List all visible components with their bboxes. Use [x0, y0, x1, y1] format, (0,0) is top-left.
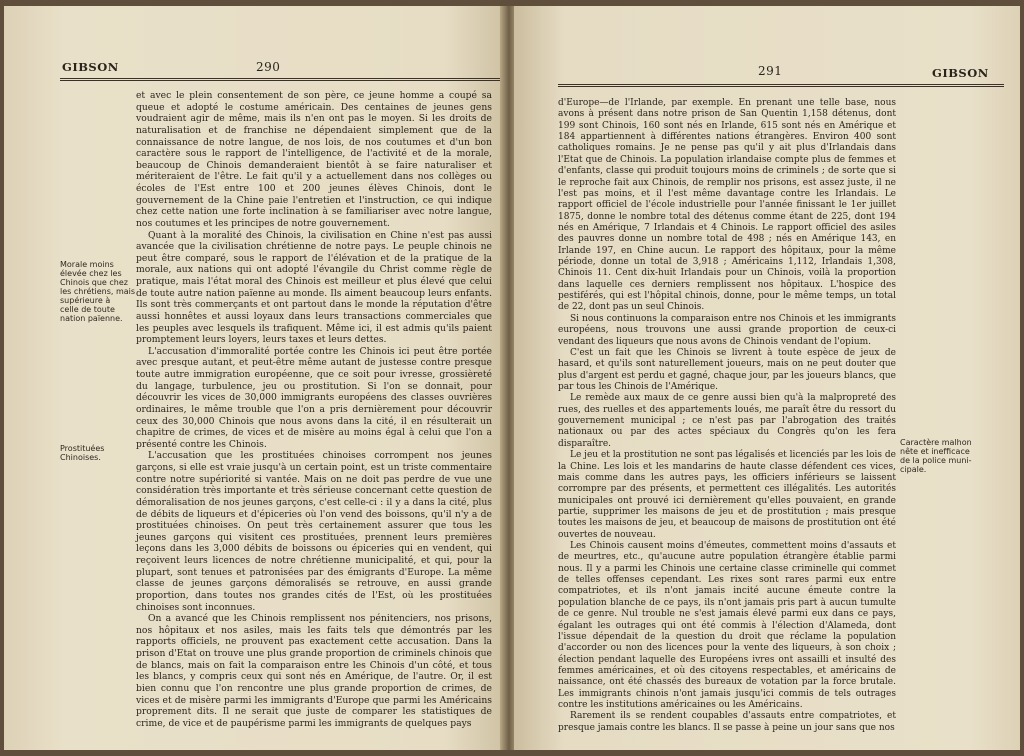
right-header-rule	[558, 84, 1004, 87]
right-page-number: 291	[758, 64, 783, 78]
paragraph: Les Chinois causent moins d'émeutes, commettent moins d'assauts et de meurtres, etc., qu'aucune autre population étrangère établie parmi nous. Il y a parmi les Chinois une certaine classe criminelle qui commet de telles offenses cependant. Les rixes sont rares parmi eux entre compatriotes, et ils n'ont jamais incité aucune émeute contre la population blanche de ce pays, ils n'ont jamais pris part à aucun tumulte de ce genre. Nul trouble ne s'est jamais élevé parmi eux dans ce pays, égalant les outrages qui ont été commis à l'élection d'Alameda, dont l'issue dépendait de la question du droit que réclame la population d'accorder ou non des licences pour la vente des liqueurs, à son choix ; élection pendant laquelle des Européens ivres ont assailli et insulté des femmes américaines, et où des citoyens respectables, et américains de naissance, ont été chassés des bureaux de votation par la force brutale. Les immigrants chinois n'ont jamais jusqu'ici commis de tels outrages contre les institutions américaines ou les Américains.	[558, 541, 896, 711]
paragraph: Le jeu et la prostitution ne sont pas légalisés et licenciés par les lois de la Chine. Les lois et les mandarins de haute classe défendent ces vices, mais comme dans les autres pays, les officiers inférieurs se laissent corrompre par des présents, et permettent ces illégalités. Les autorités municipales ont prouvé ici dernièrement qu'elles pouvaient, en grande partie, supprimer les maisons de jeu et de prostitution ; mais presque toutes les maisons de jeu, et beaucoup de maisons de prostitution ont été ouvertes de nouveau.	[558, 450, 897, 540]
left-page	[4, 6, 504, 750]
paragraph: C'est un fait que les Chinois se livrent à toute espèce de jeux de hasard, et qu'ils sont naturellement joueurs, mais on ne peut douter que plus d'argent est perdu et gagné, chaque jour, par les joueurs blancs, que par tous les Chinois de l'Amérique.	[558, 347, 896, 392]
paragraph: et avec le plein consentement de son père, ce jeune homme a coupé sa queue et adopté le costume américain. Des centaines de jeunes gens voudraient agir de même, mais ils n'en ont pas le moyen. Si les droits de naturalisation et de franchise ne dépendaient simplement que de la connaissance de notre langue, de nos lois, de nos coutumes et d'un bon caractère sous le rapport de l'intelligence, de l'activité et de la morale, beaucoup de Chinois demanderaient bientôt à se faire naturaliser et mériteraient de l'être. Le fait qu'il y a actuellement dans nos collèges ou écoles de l'Est entre 100 et 200 jeunes élèves Chinois, dont le gouvernement de la Chine paie l'entretien et l'instruction, ce qui indique chez cette nation une forte inclination à se familiariser avec notre langue, nos coutumes et les principes de notre gouvernement.	[136, 90, 492, 229]
left-margin-note-prostituees	[60, 444, 136, 462]
margin-note-line: Chinois que chez	[60, 278, 128, 287]
paragraph: On a avancé que les Chinois remplissent nos pénitenciers, nos prisons, nos hôpitaux et nos asiles, mais les faits tels que démontrés par les rapports officiels, ne prouvent pas exactement cette accusation. Dans la prison d'Etat on trouve une plus grande proportion de criminels chinois que de blancs, mais on fait la comparaison entre les Chinois d'un côté, et tous les blancs, y compris ceux qui sont nés en Amérique, de l'autre. Or, il est bien connu que l'on rencontre une plus grande proportion de crimes, de vices et de misère parmi les immigrants d'Europe que parmi les Américains proprement dits. Il ne serait que juste de comparer les statistiques de crime, de vice et de paupérisme parmi les immigrants de quelques pays	[136, 613, 492, 729]
margin-note-line: Caractère malhon	[900, 438, 972, 447]
left-running-head: GIBSON	[62, 60, 119, 74]
paragraph: Si nous continuons la comparaison entre nos Chinois et les immigrants européens, nous trouvons une aussi grande proportion de ceux-ci vendant des liqueurs que nous avons de Chinois vendant de l'opium.	[558, 313, 896, 347]
right-body-text	[558, 98, 896, 734]
margin-note-line: Prostituées	[60, 444, 105, 453]
right-margin-note-police	[900, 438, 996, 474]
paragraph: Le remède aux maux de ce genre aussi bien qu'à la malpropreté des rues, des ruelles et des appartements loués, me paraît être du ressort du gouvernement municipal ; ce n'est pas par l'abrogation des traités nationaux ou par des actes spéciaux du Congrès qu'on les fera disparaître.	[558, 393, 896, 449]
margin-note-line: cipale.	[900, 465, 927, 474]
paragraph: L'accusation d'immoralité portée contre les Chinois ici peut être portée avec presque autant, et peut-être même autant de justesse contre presque toute autre immigration européenne, que ce soit pour ivresse, grossièreté du langage, turbulence, jeu ou prostitution. Si l'on se donnait, pour découvrir les vices de 30,000 immigrants européens des classes ouvrières ordinaires, le même trouble que l'on a pris dernièrement pour découvrir ceux des 30,000 Chinois que nous avons dans la cité, il en résulterait un chapitre de crimes, de vices et de misère au moins égal à celui que l'on a présenté contre les Chinois.	[136, 345, 492, 450]
margin-note-line: celle de toute	[60, 305, 115, 314]
left-page-number: 290	[256, 60, 281, 74]
margin-note-line: Chinoises.	[60, 453, 101, 462]
margin-note-line: les chrétiens, mais	[60, 287, 136, 296]
margin-note-line: supérieure à	[60, 296, 111, 305]
right-page	[514, 6, 1020, 750]
paragraph: d'Europe—de l'Irlande, par exemple. En prenant une telle base, nous avons à présent dans notre prison de San Quentin 1,158 détenus, dont 199 sont Chinois, 160 sont nés en Irlande, 615 sont nés en Amérique et 184 appartiennent à différentes nations étrangères. Environ 400 sont catholiques romains. Je ne pense pas qu'il y ait plus d'Irlandais dans l'Etat que de Chinois. La population irlandaise compte plus de femmes et d'enfants, classe qui produit toujours moins de criminels ; de sorte que si le reproche fait aux Chinois, de remplir nos prisons, est assez juste, il ne l'est pas moins, et il l'est même davantage contre les Irlandais. Le rapport officiel de l'école industrielle pour l'année finissant le 1er juillet 1875, donne le nombre total des détenus comme étant de 225, dont 194 nés en Amérique, 7 Irlandais et 4 Chinois. Le rapport officiel des asiles des pauvres donne un nombre total de 498 ; nés en Amérique 143, en Irlande 197, en Chine aucun. Le rapport des hôpitaux, pour la même période, donne un total de 3,918 ; Américains 1,112, Irlandais 1,308, Chinois 11. Cent dix-huit Irlandais pour un Chinois, voilà la proportion dans laquelle ces derniers remplissent nos hôpitaux. L'hospice des pestiférés, qui est l'hôpital chinois, donne, pour le même temps, un total de 22, dont pas un seul Chinois.	[558, 98, 896, 313]
paragraph: Rarement ils se rendent coupables d'assauts entre compatriotes, et presque jamais contre les blancs. Il se passe à peine un jour sans que nos	[558, 711, 896, 733]
margin-note-line: nation païenne.	[60, 314, 123, 323]
margin-note-line: élevée chez les	[60, 269, 122, 278]
left-margin-note-morale	[60, 260, 136, 323]
right-running-head: GIBSON	[932, 66, 989, 80]
paragraph: Quant à la moralité des Chinois, la civilisation en Chine n'est pas aussi avancée que la civilisation chrétienne de notre pays. Le peuple chinois ne peut être comparé, sous le rapport de l'élévation et de la pratique de la morale, aux nations qui ont adopté l'évangile du Christ comme règle de pratique, mais l'état moral des Chinois est meilleur et plus élevé que celui de toute autre nation païenne au monde. Ils aiment beaucoup leurs enfants. Ils sont très commerçants et ont partout dans le monde la réputation d'être aussi honnêtes et aussi loyaux dans leurs transactions commerciales que les peuples avec lesquels ils trafiquent. Même ici, il est admis qu'ils paient promptement leurs loyers, leurs taxes et leurs dettes.	[136, 229, 492, 346]
left-body-text	[136, 90, 492, 729]
margin-note-line: Morale moins	[60, 260, 114, 269]
margin-note-line: nête et inefficace	[900, 447, 970, 456]
left-header-rule	[60, 78, 500, 81]
margin-note-line: de la police muni-	[900, 456, 972, 465]
paragraph: L'accusation que les prostituées chinoises corrompent nos jeunes garçons, si elle est vraie jusqu'à un certain point, est un triste commentaire contre notre supériorité si vantée. Mais on ne doit pas perdre de vue une considération très importante et très sérieuse concernant cette question de démoralisation de nos jeunes garçons, c'est celle-ci : il y a dans la cité, plus de débits de liqueurs et d'épiceries où l'on vend des boissons, qu'il n'y a de prostituées chinoises. On peut très certainement assurer que tous les jeunes garçons qui visitent ces prostituées, prennent leurs premières leçons dans les 3,000 débits de boissons ou épiceries qui en vendent, qui reçoivent leurs licences de notre chrétienne municipalité, et qui, pour la plupart, sont tenues et patronisées par des émigrants d'Europe. La même classe de jeunes garçons démoralisés se retrouve, en aussi grande proportion, dans toutes nos grandes cités de l'Est, où les prostituées chinoises sont inconnues.	[136, 450, 492, 613]
